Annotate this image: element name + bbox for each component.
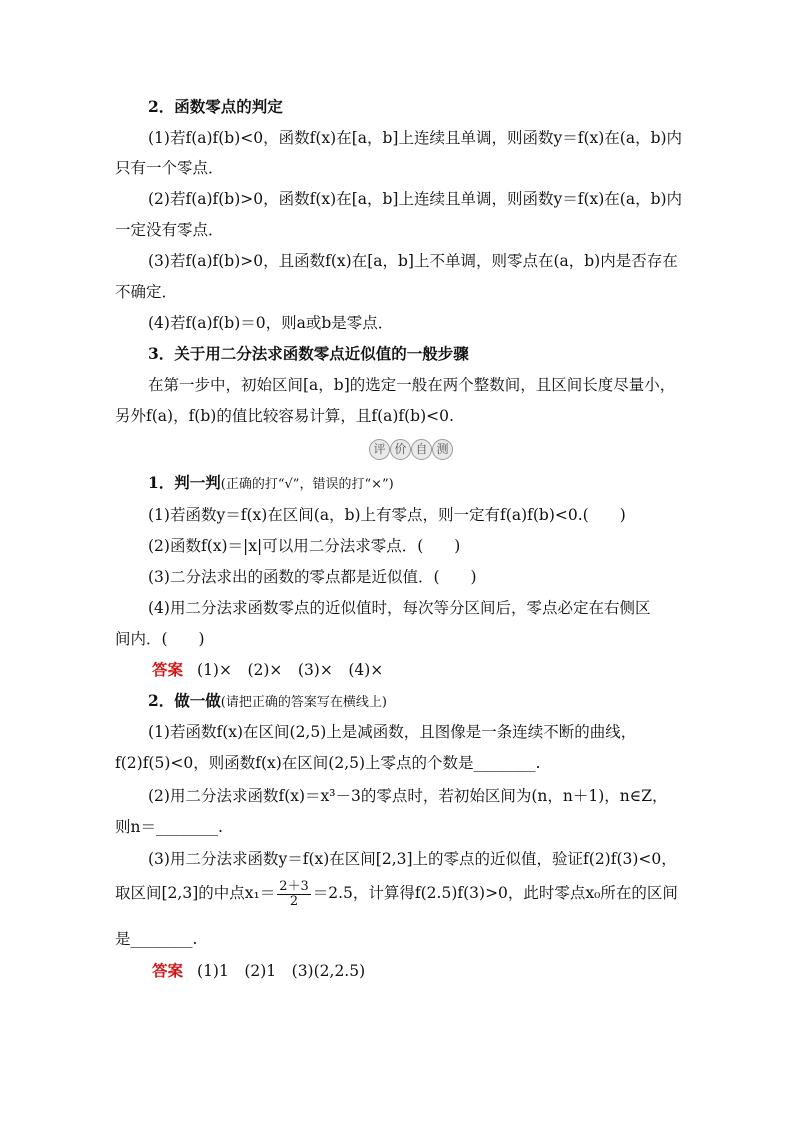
section3-title: 3．关于用二分法求函数零点近似值的一般步骤 xyxy=(148,344,469,363)
fraction-numerator: 2＋3 xyxy=(279,878,309,894)
section2-title: 2．函数零点的判定 xyxy=(148,97,283,116)
section2-p2-line1: (2)若f(a)f(b)>0，函数f(x)在[a，b]上连续且单调，则函数y＝f(x)在(a，b)内 xyxy=(148,190,683,208)
q2-title xyxy=(148,691,387,713)
banner-char-2: 价 xyxy=(390,439,411,460)
section2-p1-line2: 只有一个零点． xyxy=(115,159,224,177)
q2-item2-line2: 则n＝________. xyxy=(115,818,223,836)
self-assessment-banner xyxy=(369,439,453,461)
section2-p2-line2: 一定没有零点． xyxy=(115,221,224,239)
banner-char-4: 测 xyxy=(432,439,453,460)
q1-item2: (2)函数f(x)＝|x|可以用二分法求零点．( ) xyxy=(148,537,461,555)
section3-p1-line1: 在第一步中，初始区间[a，b]的选定一般在两个整数间，且区间长度尽量小， xyxy=(148,376,676,394)
q2-item1-line2: f(2)f(5)<0，则函数f(x)在区间(2,5)上零点的个数是________. xyxy=(115,754,541,772)
section2-p3-line2: 不确定． xyxy=(115,283,178,301)
q1-title-text: 1．判一判 xyxy=(148,473,221,492)
q2-item3-line1: (3)用二分法求函数y＝f(x)在区间[2,3]上的零点的近似值，验证f(2)f(3)<0， xyxy=(148,850,677,868)
q2-answer-text: (1)1 (2)1 (3)(2,2.5) xyxy=(197,962,366,980)
q2-item3-pre: 取区间[2,3]的中点x₁＝ xyxy=(115,884,276,902)
banner-char-1: 评 xyxy=(369,439,390,460)
q1-answer xyxy=(152,660,383,680)
section2-p3-line1: (3)若f(a)f(b)>0，且函数f(x)在[a，b]上不单调，则零点在(a，b)内是否存在 xyxy=(148,252,678,270)
q2-item3-line3: 是________. xyxy=(115,930,198,948)
q2-item3-post: ＝2.5，计算得f(2.5)f(3)>0，此时零点x₀所在的区间 xyxy=(312,884,678,902)
section2-p4: (4)若f(a)f(b)＝0，则a或b是零点． xyxy=(148,314,394,332)
banner-char-3: 自 xyxy=(411,439,432,460)
q1-item3: (3)二分法求出的函数的零点都是近似值．( ) xyxy=(148,568,477,586)
q2-title-text: 2．做一做 xyxy=(148,691,221,710)
q2-item3-line2 xyxy=(115,878,678,909)
midpoint-fraction xyxy=(277,880,311,909)
section2-p1-line1: (1)若f(a)f(b)<0，函数f(x)在[a，b]上连续且单调，则函数y＝f(x)在(a，b)内 xyxy=(148,129,683,147)
q1-item4-line1: (4)用二分法求函数零点的近似值时，每次等分区间后，零点必定在右侧区 xyxy=(148,599,651,617)
q1-answer-label: 答案 xyxy=(152,660,184,679)
q2-hint: (请把正确的答案写在横线上) xyxy=(220,695,387,710)
q1-item4-line2: 间内．( ) xyxy=(115,630,205,648)
fraction-denominator: 2 xyxy=(289,893,299,909)
q1-item1: (1)若函数y＝f(x)在区间(a，b)上有零点，则一定有f(a)f(b)<0.( ) xyxy=(148,506,626,524)
q2-item2-line1: (2)用二分法求函数f(x)＝x³－3的零点时，若初始区间为(n，n＋1)，n∈Z， xyxy=(148,787,668,805)
section3-p1-line2: 另外f(a)，f(b)的值比较容易计算，且f(a)f(b)<0. xyxy=(115,407,454,425)
q2-item1-line1: (1)若函数f(x)在区间(2,5)上是减函数，且图像是一条连续不断的曲线， xyxy=(148,723,637,741)
q1-answer-text: (1)× (2)× (3)× (4)× xyxy=(197,661,384,679)
q2-answer-label: 答案 xyxy=(152,961,184,980)
q1-title xyxy=(148,473,394,495)
q2-answer xyxy=(152,961,365,981)
q1-hint: (正确的打“√”，错误的打“×”) xyxy=(220,477,394,492)
